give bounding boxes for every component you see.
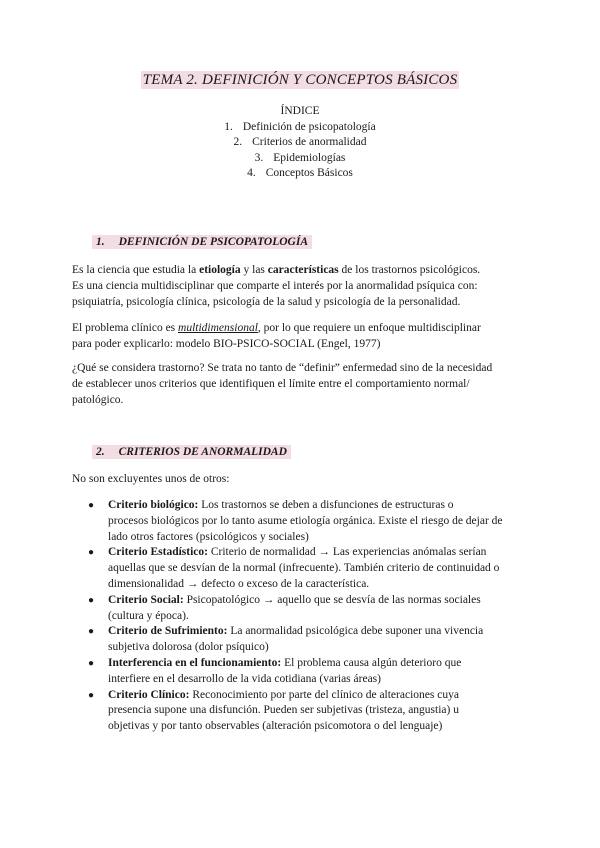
bullet-icon: ● bbox=[88, 547, 95, 559]
toc-item: 4. Conceptos Básicos bbox=[247, 167, 353, 179]
toc-item: 1. Definición de psicopatología bbox=[224, 120, 376, 133]
toc-item: 2. Criterios de anormalidad bbox=[233, 136, 367, 148]
list-item: ● Criterio biológico: Los trastornos se deben a disfunciones de estructuras o procesos biológicos por lo tanto asume etiología orgánica. Existe el riesgo de dejar de lado otros factores (psicológicos y sociales) bbox=[88, 499, 503, 543]
paragraph-clinical-problem: El problema clínico es multidimensional, por lo que requiere un enfoque multidisciplinar para poder explicarlo: modelo BIO-PSICO-SOCIAL (Engel, 1977) bbox=[72, 322, 481, 350]
paragraph-criteria-intro: No son excluyentes unos de otros: bbox=[72, 473, 230, 485]
paragraph-definition: Es la ciencia que estudia la etiología y las características de los trastornos psicológicos. Es una ciencia multidisciplinar que comparte el interés por la anormalidad psíquica con: psiquiatría, psicología clínica, psicología de la salud y psicología de la personalidad. bbox=[72, 264, 481, 308]
list-item: ● Criterio de Sufrimiento: La anormalidad psicológica debe suponer una vivencia subjetiva dolorosa (dolor psíquico) bbox=[88, 625, 484, 654]
paragraph-disorder-question: ¿Qué se considera trastorno? Se trata no tanto de “definir” enfermedad sino de la necesidad de establecer unos criterios que identifiquen el límite entre el comportamiento normal/ patológico. bbox=[72, 362, 493, 406]
bullet-icon: ● bbox=[88, 657, 95, 669]
document-title: TEMA 2. DEFINICIÓN Y CONCEPTOS BÁSICOS bbox=[142, 72, 458, 88]
list-item: ● Interferencia en el funcionamiento: El problema causa algún deterioro que interfiere en el desarrollo de la vida cotidiana (varias áreas) bbox=[88, 656, 462, 685]
list-item: ● Criterio Clínico: Reconocimiento por parte del clínico de alteraciones cuya presencia supone una disfunción. Pueden ser subjetivas (tristeza, angustia) u objetivas y por tanto observables (alteración psicomotora o del lenguaje) bbox=[88, 688, 459, 733]
bullet-icon: ● bbox=[88, 594, 95, 606]
bullet-icon: ● bbox=[88, 689, 95, 701]
bullet-icon: ● bbox=[88, 626, 95, 638]
toc-heading: ÍNDICE bbox=[280, 105, 320, 117]
list-item: ● Criterio Social: Psicopatológico → aquello que se desvía de las normas sociales (cultura y época). bbox=[88, 593, 481, 622]
toc-item: 3. Epidemiologías bbox=[254, 151, 346, 164]
criteria-list bbox=[72, 498, 542, 735]
section-heading-criterios: 2. CRITERIOS DE ANORMALIDAD bbox=[92, 446, 291, 458]
bullet-icon: ● bbox=[88, 500, 95, 511]
table-of-contents bbox=[0, 104, 600, 182]
section-heading-definicion: 1. DEFINICIÓN DE PSICOPATOLOGÍA bbox=[92, 236, 312, 248]
list-item: ● Criterio Estadístico: Criterio de normalidad → Las experiencias anómalas serían aquellas que se desvían de la normal (infrecuente). También criterio de continuidad o dimensionalidad → defecto o exceso de la característica. bbox=[88, 546, 500, 590]
